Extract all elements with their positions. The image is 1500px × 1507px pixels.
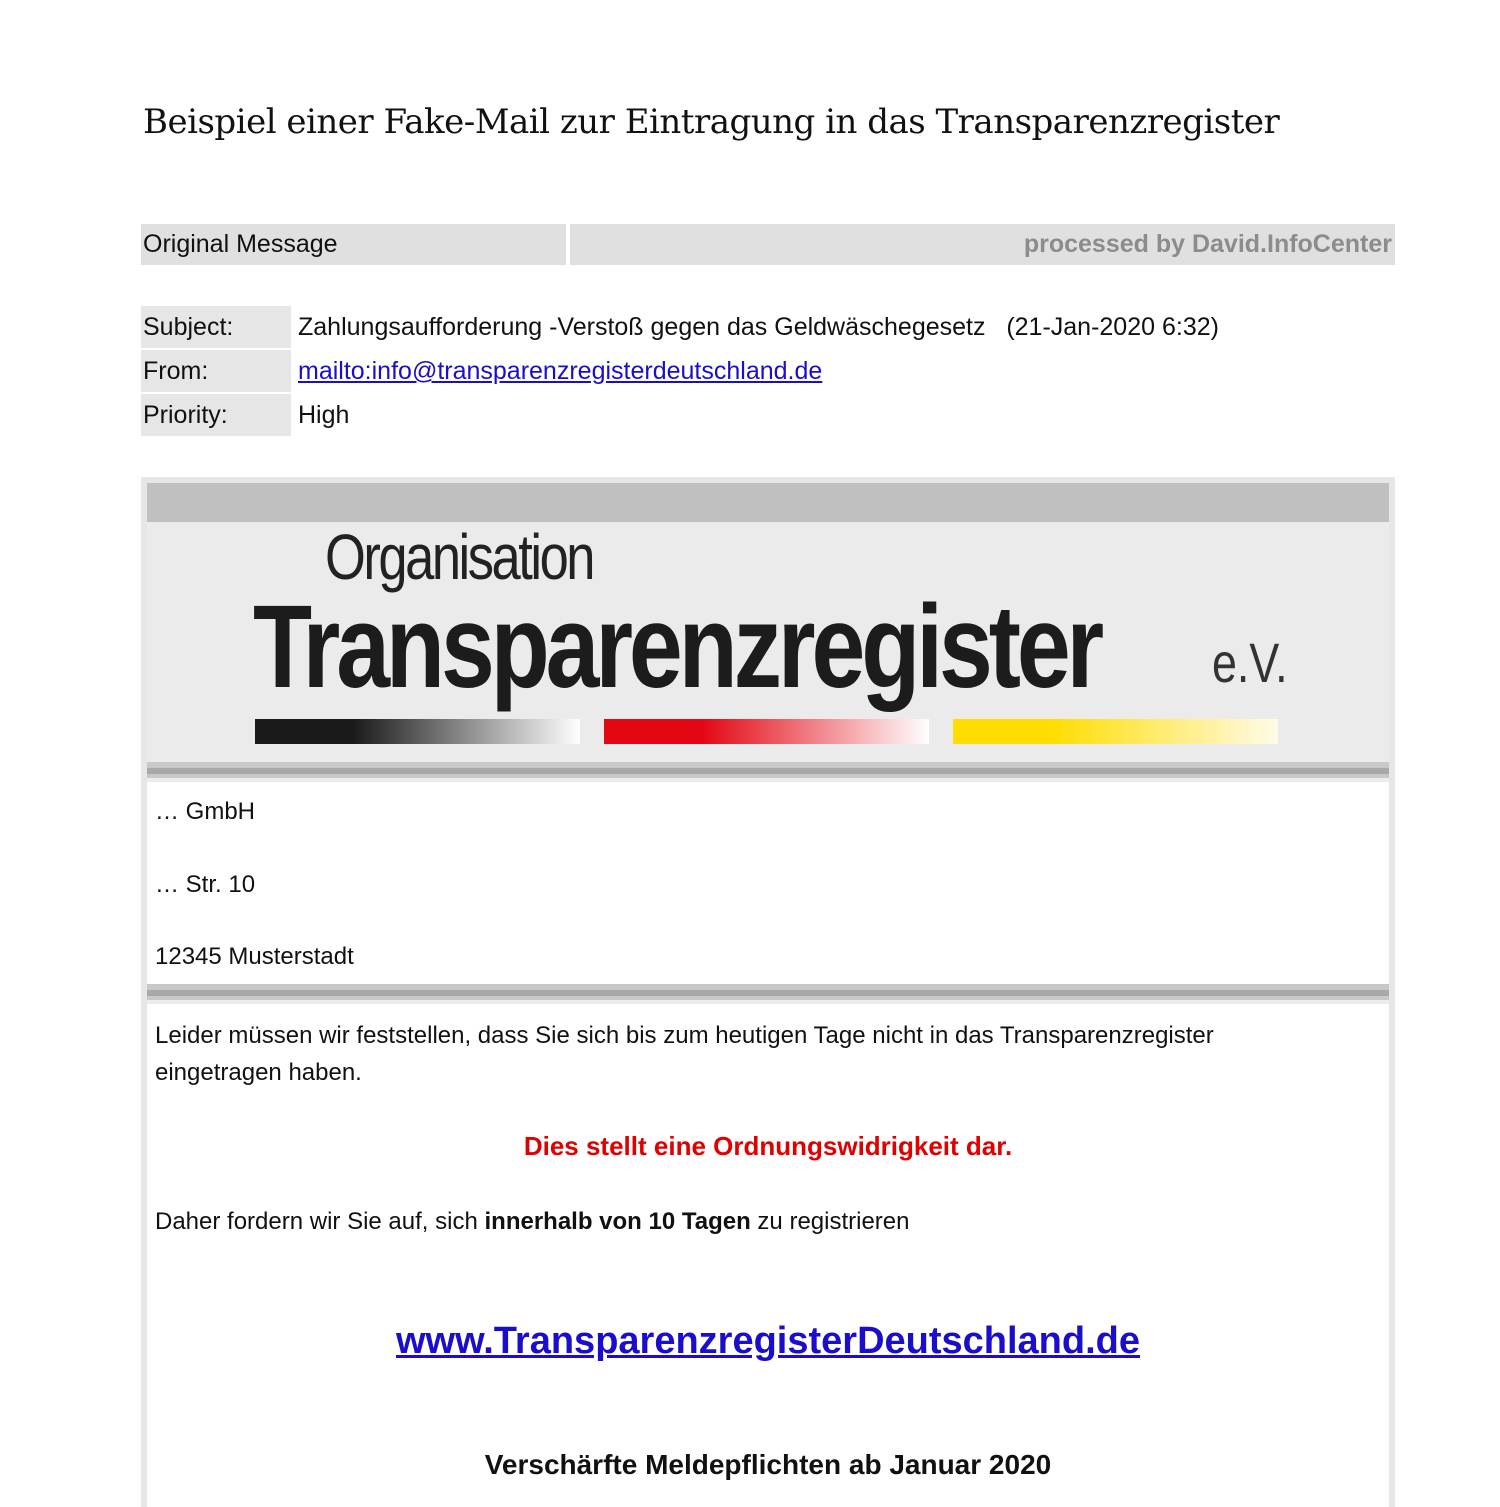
red-stripe (604, 719, 929, 744)
priority-label: Priority: (141, 394, 291, 436)
priority-value: High (298, 401, 350, 429)
subject-label: Subject: (141, 306, 291, 348)
from-email-link[interactable]: mailto:info@transparenzregisterdeutschland.de (298, 357, 823, 385)
gold-stripe (953, 719, 1278, 744)
body-paragraph-line: eingetragen haben. (155, 1059, 362, 1086)
logo-line1: Organisation (325, 521, 594, 593)
request-deadline: innerhalb von 10 Tagen (484, 1208, 751, 1235)
subject-value: Zahlungsaufforderung -Verstoß gegen das Geldwäschegesetz (21-Jan-2020 6:32) (298, 313, 1219, 341)
register-link-container (147, 1320, 1389, 1363)
email-body (141, 477, 1395, 1507)
request-post: zu registrieren (750, 1208, 910, 1235)
page-title: Beispiel einer Fake-Mail zur Eintragung in das Transparenzregister (143, 102, 1280, 142)
email-top-bar (147, 483, 1389, 522)
original-message-label: Original Message (141, 224, 566, 265)
black-stripe (255, 719, 580, 744)
organisation-logo (147, 522, 1389, 762)
warning-text: Dies stellt eine Ordnungswidrigkeit dar. (523, 1131, 1013, 1161)
from-label: From: (141, 350, 291, 392)
request-pre: Daher fordern wir Sie auf, sich (155, 1208, 485, 1235)
registration-request (155, 1203, 910, 1240)
processed-by-label: processed by David.InfoCenter (570, 224, 1395, 265)
logo-suffix: e.V. (1212, 631, 1288, 694)
section-heading: Verschärfte Meldepflichten ab Januar 2020 (484, 1449, 1052, 1480)
divider (147, 984, 1389, 1004)
body-paragraph-line: Leider müssen wir feststellen, dass Sie sich bis zum heutigen Tage nicht in das Transparenzregister (155, 1022, 1214, 1049)
logo-line2: Transparenzregister (253, 581, 1101, 713)
divider (147, 762, 1389, 782)
address-line: … Str. 10 (155, 871, 256, 898)
register-link[interactable]: www.TransparenzregisterDeutschland.de (395, 1320, 1141, 1362)
address-line: 12345 Musterstadt (155, 943, 354, 970)
address-line: … GmbH (155, 798, 256, 825)
